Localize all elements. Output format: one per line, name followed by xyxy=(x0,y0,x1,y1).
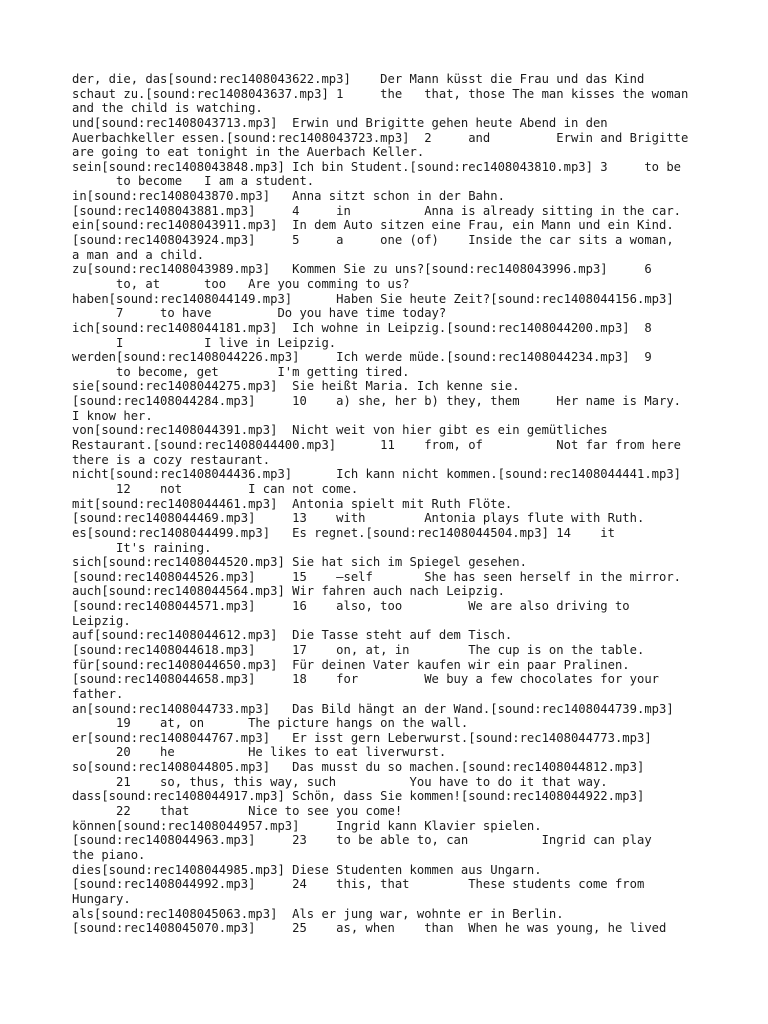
text-line: er[sound:rec1408044767.mp3] Er isst gern Leberwurst.[sound:rec1408044773.mp3] xyxy=(72,730,652,745)
text-line: von[sound:rec1408044391.mp3] Nicht weit von hier gibt es ein gemütliches xyxy=(72,423,608,438)
text-line: I know her. xyxy=(72,408,153,423)
text-line: können[sound:rec1408044957.mp3] Ingrid kann Klavier spielen. xyxy=(72,818,542,833)
text-line: für[sound:rec1408044650.mp3] Für deinen Vater kaufen wir ein paar Pralinen. xyxy=(72,657,630,672)
text-line: in[sound:rec1408043870.mp3] Anna sitzt schon in der Bahn. xyxy=(72,189,505,204)
text-line: nicht[sound:rec1408044436.mp3] Ich kann nicht kommen.[sound:rec1408044441.mp3] xyxy=(72,467,682,482)
vocabulary-text xyxy=(72,72,712,936)
text-line: Auerbachkeller essen.[sound:rec1408043723.mp3] 2 and Erwin and Brigitte xyxy=(72,130,689,145)
text-line: 7 to have Do you have time today? xyxy=(72,306,447,321)
text-line: [sound:rec1408044526.mp3] 15 –self She has seen herself in the mirror. xyxy=(72,569,682,584)
text-line: 12 not I can not come. xyxy=(72,481,359,496)
text-line: ich[sound:rec1408044181.mp3] Ich wohne in Leipzig.[sound:rec1408044200.mp3] 8 xyxy=(72,320,652,335)
text-line: [sound:rec1408044992.mp3] 24 this, that These students come from xyxy=(72,877,645,892)
text-line: [sound:rec1408044284.mp3] 10 a) she, her b) they, them Her name is Mary. xyxy=(72,394,682,409)
text-line: dies[sound:rec1408044985.mp3] Diese Studenten kommen aus Ungarn. xyxy=(72,862,542,877)
text-line: Restaurant.[sound:rec1408044400.mp3] 11 from, of Not far from here xyxy=(72,438,682,453)
text-line: to become I am a student. xyxy=(72,174,315,189)
text-line: father. xyxy=(72,686,124,701)
document-page xyxy=(72,72,712,936)
text-line: to become, get I'm getting tired. xyxy=(72,364,410,379)
text-line: are going to eat tonight in the Auerbach Keller. xyxy=(72,145,425,160)
text-line: Hungary. xyxy=(72,891,131,906)
text-line: dass[sound:rec1408044917.mp3] Schön, dass Sie kommen![sound:rec1408044922.mp3] xyxy=(72,789,645,804)
text-line: [sound:rec1408044469.mp3] 13 with Antonia plays flute with Ruth. xyxy=(72,511,645,526)
text-line: als[sound:rec1408045063.mp3] Als er jung war, wohnte er in Berlin. xyxy=(72,906,564,921)
text-line: a man and a child. xyxy=(72,247,205,262)
text-line: Leipzig. xyxy=(72,613,131,628)
text-line: auch[sound:rec1408044564.mp3] Wir fahren auch nach Leipzig. xyxy=(72,584,505,599)
text-line: 20 he He likes to eat liverwurst. xyxy=(72,745,447,760)
text-line: [sound:rec1408044571.mp3] 16 also, too We are also driving to xyxy=(72,599,630,614)
text-line: sein[sound:rec1408043848.mp3] Ich bin Student.[sound:rec1408043810.mp3] 3 to be xyxy=(72,159,682,174)
text-line: auf[sound:rec1408044612.mp3] Die Tasse steht auf dem Tisch. xyxy=(72,628,513,643)
text-line: sich[sound:rec1408044520.mp3] Sie hat sich im Spiegel gesehen. xyxy=(72,555,527,570)
text-line: schaut zu.[sound:rec1408043637.mp3] 1 the that, those The man kisses the woman xyxy=(72,86,689,101)
text-line: [sound:rec1408043924.mp3] 5 a one (of) Inside the car sits a woman, xyxy=(72,233,674,248)
text-line: It's raining. xyxy=(72,540,212,555)
text-line: to, at too Are you comming to us? xyxy=(72,276,410,291)
text-line: [sound:rec1408044658.mp3] 18 for We buy a few chocolates for your xyxy=(72,672,659,687)
text-line: ein[sound:rec1408043911.mp3] In dem Auto sitzen eine Frau, ein Mann und ein Kind. xyxy=(72,218,674,233)
text-line: an[sound:rec1408044733.mp3] Das Bild hängt an der Wand.[sound:rec1408044739.mp3] xyxy=(72,701,674,716)
text-line: so[sound:rec1408044805.mp3] Das musst du so machen.[sound:rec1408044812.mp3] xyxy=(72,760,645,775)
text-line: there is a cozy restaurant. xyxy=(72,452,271,467)
text-line: 19 at, on The picture hangs on the wall. xyxy=(72,716,469,731)
text-line: mit[sound:rec1408044461.mp3] Antonia spielt mit Ruth Flöte. xyxy=(72,496,513,511)
text-line: zu[sound:rec1408043989.mp3] Kommen Sie zu uns?[sound:rec1408043996.mp3] 6 xyxy=(72,262,652,277)
text-line: es[sound:rec1408044499.mp3] Es regnet.[sound:rec1408044504.mp3] 14 it xyxy=(72,525,615,540)
text-line: 21 so, thus, this way, such You have to do it that way. xyxy=(72,774,608,789)
text-line: [sound:rec1408045070.mp3] 25 as, when than When he was young, he lived xyxy=(72,921,667,936)
text-line: and the child is watching. xyxy=(72,101,263,116)
text-line: the piano. xyxy=(72,847,146,862)
text-line: [sound:rec1408044618.mp3] 17 on, at, in The cup is on the table. xyxy=(72,642,645,657)
text-line: haben[sound:rec1408044149.mp3] Haben Sie heute Zeit?[sound:rec1408044156.mp3] xyxy=(72,291,674,306)
text-line: der, die, das[sound:rec1408043622.mp3] Der Mann küsst die Frau und das Kind xyxy=(72,72,645,86)
text-line: 22 that Nice to see you come! xyxy=(72,804,403,819)
text-line: werden[sound:rec1408044226.mp3] Ich werde müde.[sound:rec1408044234.mp3] 9 xyxy=(72,350,652,365)
text-line: und[sound:rec1408043713.mp3] Erwin und Brigitte gehen heute Abend in den xyxy=(72,115,608,130)
text-line: [sound:rec1408044963.mp3] 23 to be able to, can Ingrid can play xyxy=(72,833,652,848)
text-line: sie[sound:rec1408044275.mp3] Sie heißt Maria. Ich kenne sie. xyxy=(72,379,520,394)
text-line: [sound:rec1408043881.mp3] 4 in Anna is already sitting in the car. xyxy=(72,203,682,218)
text-line: I I live in Leipzig. xyxy=(72,335,337,350)
